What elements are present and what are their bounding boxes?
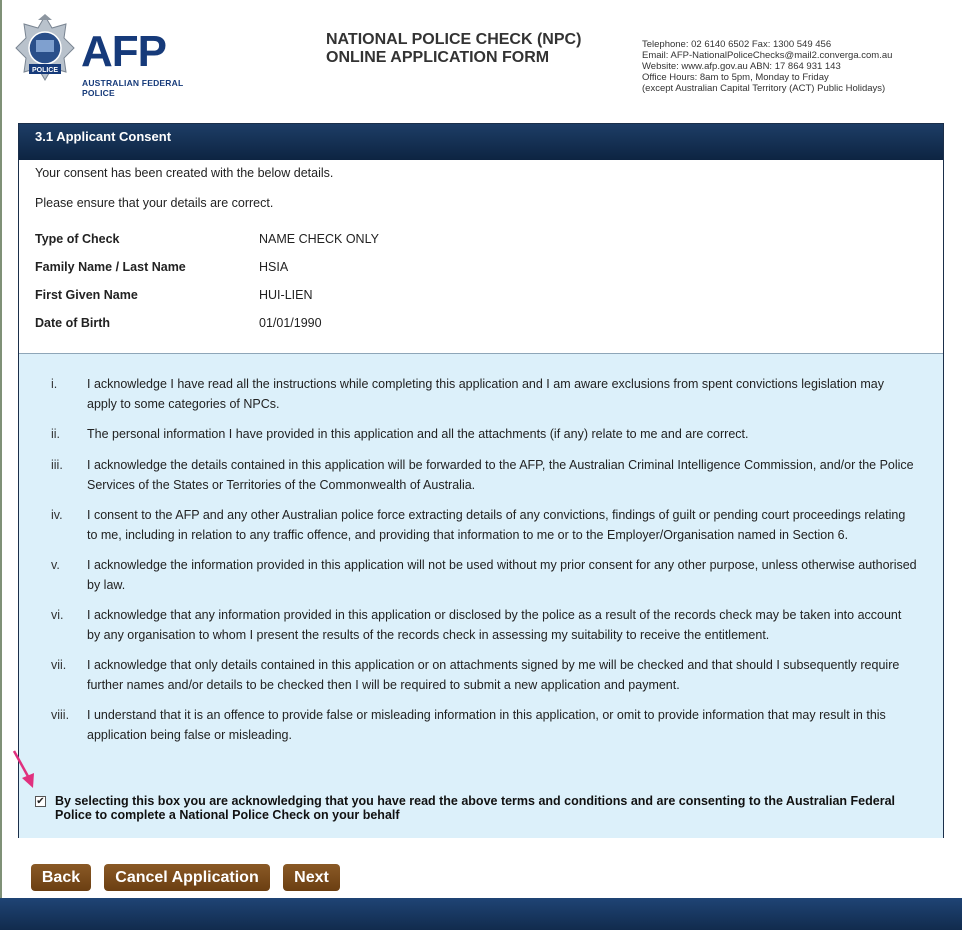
detail-label: Family Name / Last Name bbox=[35, 260, 186, 274]
detail-value: NAME CHECK ONLY bbox=[259, 232, 379, 246]
page-footer bbox=[0, 898, 962, 930]
term-number: v. bbox=[51, 558, 60, 572]
term-number: iv. bbox=[51, 508, 63, 522]
page-header bbox=[0, 0, 962, 120]
left-edge-rule bbox=[0, 0, 2, 930]
term-number: ii. bbox=[51, 427, 61, 441]
detail-row-family-name bbox=[35, 260, 379, 288]
consent-check-note: Please ensure that your details are correct. bbox=[35, 196, 274, 210]
detail-row-type-of-check bbox=[35, 232, 379, 260]
afp-logo-subtext: AUSTRALIAN FEDERAL POLICE bbox=[82, 78, 184, 98]
afp-logo-text: AFP bbox=[81, 27, 166, 76]
form-title-line2: ONLINE APPLICATION FORM bbox=[326, 49, 550, 66]
term-number: viii. bbox=[51, 708, 70, 722]
consent-intro: Your consent has been created with the below details. bbox=[35, 166, 334, 180]
cancel-application-button[interactable]: Cancel Application bbox=[104, 864, 270, 891]
term-number: i. bbox=[51, 377, 58, 391]
back-button[interactable]: Back bbox=[31, 864, 91, 891]
crest-label: POLICE bbox=[31, 67, 59, 74]
detail-row-given-name bbox=[35, 288, 379, 316]
term-number: iii. bbox=[51, 458, 63, 472]
term-text: I consent to the AFP and any other Australian police force extracting details of any convictions, findings of guilt or pending court proceedings relating to me, including in relation to any traffic offence, and providing that information to me or to the Employer/Organisation named in Section 6. bbox=[87, 508, 906, 542]
detail-value: 01/01/1990 bbox=[259, 316, 322, 330]
term-text: I acknowledge that any information provided in this application or disclosed by the police as a result of the records check may be taken into account by any organisation to whom I present the results of the records check in assessing my suitability to receive the entitlement. bbox=[87, 608, 902, 642]
consent-panel bbox=[18, 123, 944, 838]
detail-value: HSIA bbox=[259, 260, 289, 274]
form-title bbox=[326, 31, 581, 67]
detail-label: First Given Name bbox=[35, 288, 138, 302]
term-text: I acknowledge the details contained in this application will be forwarded to the AFP, the Australian Criminal Intelligence Commission, and/or the Police Services of the States or Territories of the Commonwealth of Australia. bbox=[87, 458, 914, 492]
contact-info bbox=[642, 39, 892, 94]
term-number: vii. bbox=[51, 658, 67, 672]
detail-label: Type of Check bbox=[35, 232, 120, 246]
panel-title: 3.1 Applicant Consent bbox=[19, 124, 943, 160]
contact-website: Website: www.afp.gov.au ABN: 17 864 931 143 bbox=[642, 61, 841, 72]
detail-value: HUI-LIEN bbox=[259, 288, 313, 302]
contact-phone: Telephone: 02 6140 6502 Fax: 1300 549 456 bbox=[642, 39, 832, 50]
next-button[interactable]: Next bbox=[283, 864, 340, 891]
term-text: The personal information I have provided in this application and all the attachments (if any) relate to me and are correct. bbox=[87, 427, 749, 441]
term-text: I acknowledge the information provided in this application will not be used without my prior consent for any other purpose, unless otherwise authorised by law. bbox=[87, 558, 917, 592]
detail-label: Date of Birth bbox=[35, 316, 110, 330]
contact-holidays: (except Australian Capital Territory (ACT) Public Holidays) bbox=[642, 83, 886, 94]
term-text: I understand that it is an offence to provide false or misleading information in this application, or omit to provide information that may result in this application being false or misleading. bbox=[87, 708, 886, 742]
detail-row-date-of-birth bbox=[35, 316, 379, 344]
contact-email: Email: AFP-NationalPoliceChecks@mail2.converga.com.au bbox=[642, 50, 893, 61]
afp-logo bbox=[14, 14, 189, 98]
afp-crest-icon bbox=[14, 14, 76, 90]
contact-hours: Office Hours: 8am to 5pm, Monday to Friday bbox=[642, 72, 829, 83]
term-text: I acknowledge I have read all the instructions while completing this application and I am aware exclusions from spent convictions legislation may apply to some categories of NPCs. bbox=[87, 377, 884, 411]
applicant-details bbox=[35, 232, 379, 344]
acknowledge-checkbox[interactable]: ✔ bbox=[36, 796, 45, 807]
form-title-line1: NATIONAL POLICE CHECK (NPC) bbox=[326, 31, 582, 48]
term-number: vi. bbox=[51, 608, 64, 622]
annotation-arrow-icon bbox=[8, 748, 36, 790]
term-text: I acknowledge that only details contained in this application or on attachments signed by me will be checked and that should I subsequently require further names and/or details to be checked then I will be required to submit a new application and payment. bbox=[87, 658, 900, 692]
acknowledge-label[interactable]: By selecting this box you are acknowledging that you have read the above terms and conditions and are consenting to the Australian Federal Police to complete a National Police Check on your behalf bbox=[55, 794, 895, 822]
terms-section bbox=[19, 353, 943, 838]
